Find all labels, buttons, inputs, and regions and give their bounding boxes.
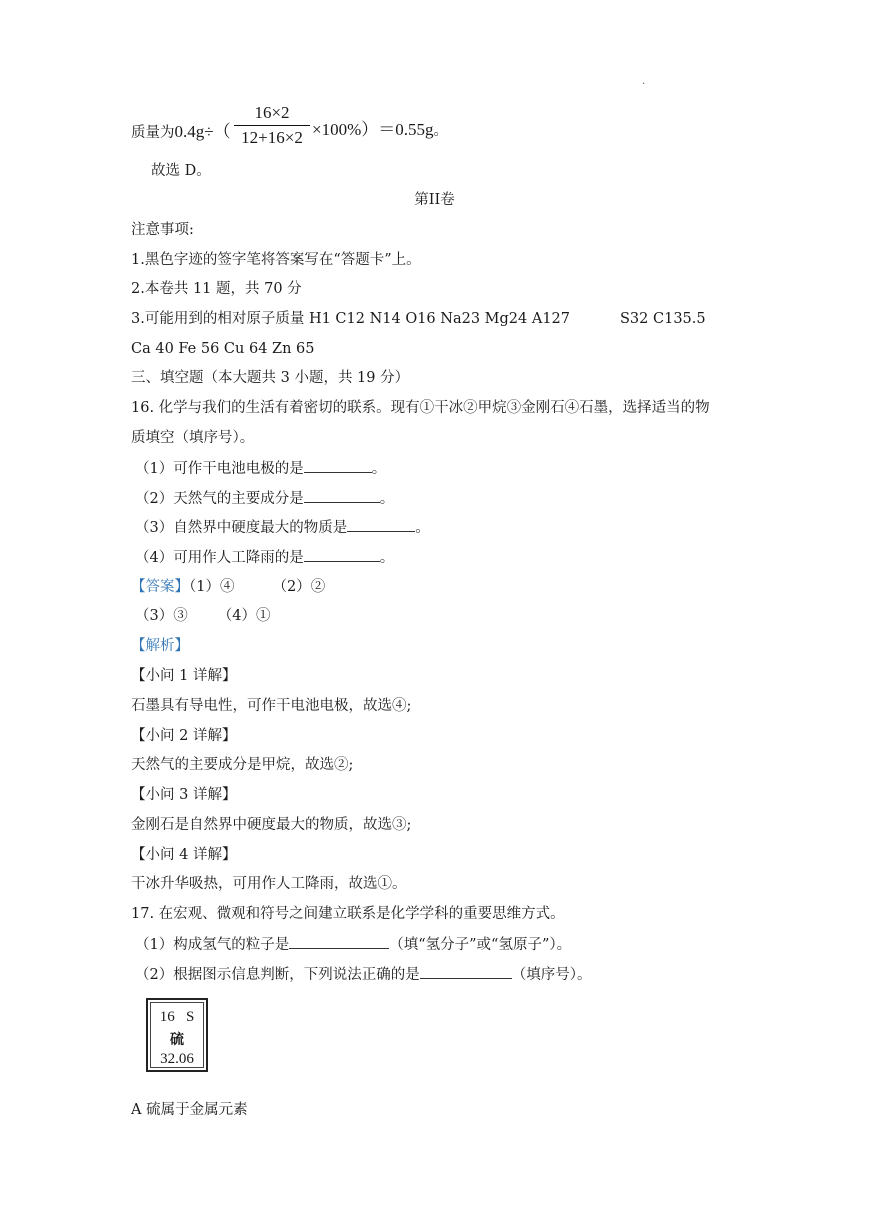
part-three-heading: 三、填空题（本大题共 3 小题，共 19 分） [131, 370, 410, 386]
notice-masses-a: 3.可能用到的相对原子质量 H1 C12 N14 O16 Na23 Mg24 A127 [131, 311, 570, 327]
q16-sub-4 [135, 547, 394, 568]
atomic-mass: 32.06 [160, 1051, 194, 1067]
q16-sub-2-text: （2）天然气的主要成分是 [135, 491, 304, 507]
header-dot: . [642, 76, 646, 87]
formula-prefix: 质量为 [131, 125, 175, 141]
q16-sub-1 [135, 458, 386, 479]
answer-blank [347, 517, 415, 532]
answer-1: （1）④ [189, 579, 235, 595]
detail-2-head: 【小问 2 详解】 [131, 728, 237, 744]
choose-d: 故选 D。 [151, 163, 211, 179]
answer-4: （4）① [217, 608, 271, 624]
notice-item-2: 2.本卷共 11 题，共 70 分 [131, 281, 302, 297]
detail-2-text: 天然气的主要成分是甲烷，故选②; [131, 757, 354, 773]
q17-sub-1 [135, 934, 571, 955]
answer-blank [304, 547, 380, 562]
section-title: 第II卷 [414, 192, 455, 208]
element-number-symbol [151, 1009, 203, 1026]
formula-prefix-line [131, 117, 231, 142]
q16-stem-1: 16. 化学与我们的生活有着密切的联系。现有①干冰②甲烷③金刚石④石墨，选择适当的物 [131, 400, 710, 416]
element-symbol: S [185, 1009, 195, 1025]
detail-4-text: 干冰升华吸热，可用作人工降雨，故选①。 [131, 876, 407, 892]
q16-sub-3 [135, 517, 430, 538]
q16-sub-4-end: 。 [379, 550, 395, 566]
formula-end: 。 [433, 123, 448, 139]
q17-option-a: A 硫属于金属元素 [131, 1102, 248, 1118]
q17-sub-1-hint: （填“氢分子”或“氢原子”）。 [389, 937, 572, 953]
answer-blank [420, 964, 512, 979]
q16-answer-line-2 [135, 606, 270, 626]
analysis-label: 【解析】 [131, 638, 189, 654]
q16-sub-2-end: 。 [379, 491, 395, 507]
q16-sub-2 [135, 488, 394, 509]
q16-sub-4-text: （4）可用作人工降雨的是 [135, 550, 304, 566]
q17-sub-2 [135, 964, 591, 985]
notice-masses-line2: Ca 40 Fe 56 Cu 64 Zn 65 [131, 341, 315, 357]
notice-masses [131, 309, 706, 329]
q17-stem: 17. 在宏观、微观和符号之间建立联系是化学学科的重要思维方式。 [131, 906, 565, 922]
answer-blank [289, 934, 389, 949]
detail-1-head: 【小问 1 详解】 [131, 668, 237, 684]
q17-sub-1-text: （1）构成氢气的粒子是 [135, 937, 290, 953]
answer-blank [304, 488, 380, 503]
formula-fraction [234, 103, 310, 148]
notice-masses-b: S32 C135.5 [620, 311, 706, 327]
q17-sub-2-text: （2）根据图示信息判断，下列说法正确的是 [135, 967, 420, 983]
formula-value: 0.4g [174, 122, 205, 141]
q16-sub-1-end: 。 [371, 461, 387, 477]
notice-item-1: 1.黑色字迹的签字笔将答案写在“答题卡”上。 [131, 252, 421, 268]
q16-sub-1-text: （1）可作干电池电极的是 [135, 461, 304, 477]
q16-sub-3-end: 。 [415, 520, 430, 536]
atomic-number: 16 [159, 1009, 175, 1025]
detail-3-text: 金刚石是自然界中硬度最大的物质，故选③; [131, 817, 412, 833]
q16-sub-3-text: （3）自然界中硬度最大的物质是 [135, 520, 348, 536]
answer-blank [304, 458, 372, 473]
formula-div: ÷（ [204, 122, 231, 141]
element-name: 硫 [170, 1032, 184, 1048]
q16-answer-line-1 [131, 577, 325, 597]
q17-sub-2-hint: （填序号）。 [511, 967, 592, 983]
answer-label: 【答案】 [131, 579, 189, 595]
answer-3: （3）③ [135, 608, 188, 624]
notice-title: 注意事项: [131, 222, 194, 238]
answer-2: （2）② [272, 579, 326, 595]
detail-1-text: 石墨具有导电性，可作干电池电极，故选④; [131, 698, 412, 714]
q16-stem-2: 质填空（填序号）。 [131, 430, 255, 446]
formula-tail: ×100%）＝0.55g [312, 120, 434, 139]
sulfur-element-card [146, 998, 208, 1072]
detail-3-head: 【小问 3 详解】 [131, 787, 237, 803]
detail-4-head: 【小问 4 详解】 [131, 847, 237, 863]
formula-numerator: 16×2 [234, 103, 310, 126]
formula-tail-line [312, 115, 448, 140]
formula-denominator: 12+16×2 [241, 128, 303, 147]
